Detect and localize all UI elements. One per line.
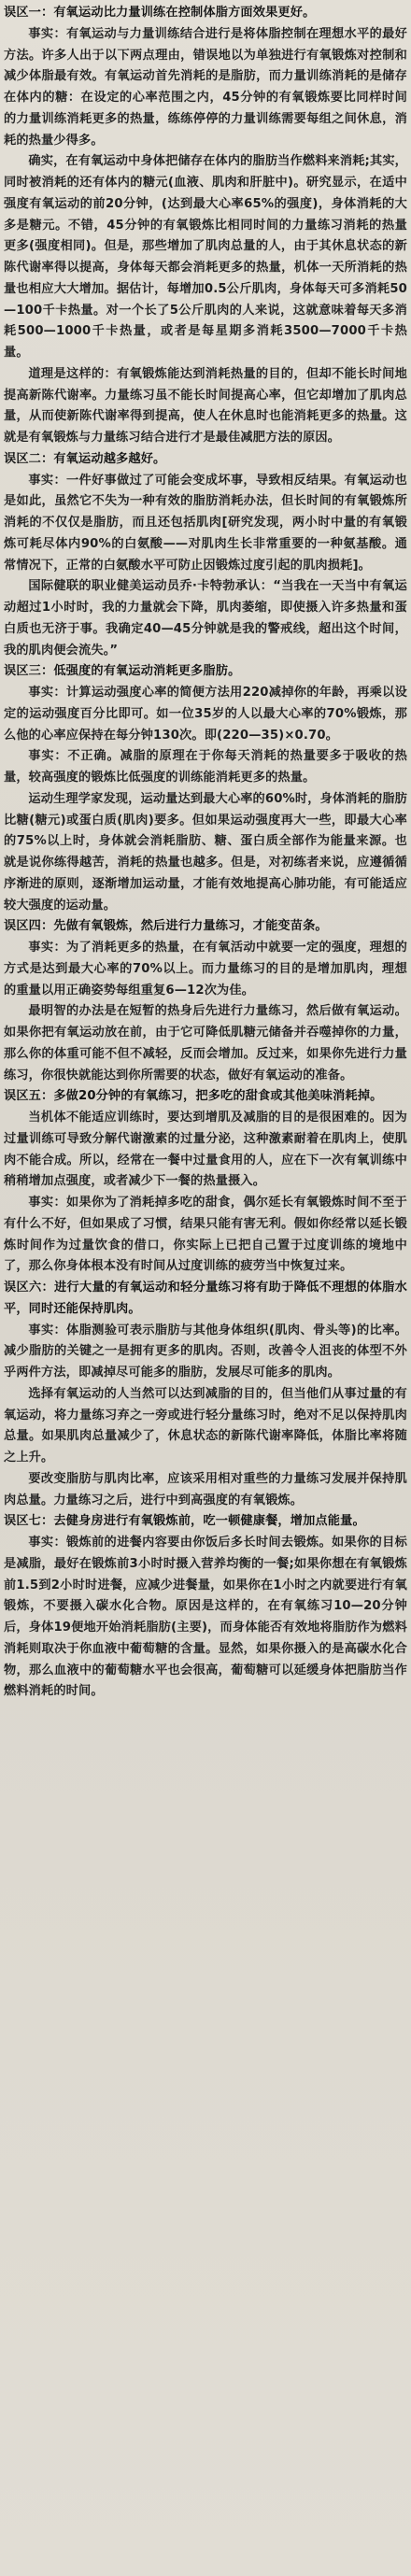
paragraph: 道理是这样的：有氧锻炼能达到消耗热量的目的，但却不能长时间地提高新陈代谢率。力量练习虽不能长时间提高心率，但它却增加了肌肉总量，从而使新陈代谢率得到提高，使人在休息时也能消耗更多的热量。这就是有氧锻炼与力量练习结合进行才是最佳减肥方法的原因。	[4, 366, 407, 445]
section-heading: 误区三：低强度的有氧运动消耗更多脂肪。	[4, 664, 241, 679]
paragraph: 事实：一件好事做过了可能会变成坏事，导致相反结果。有氧运动也是如此，虽然它不失为一种有效的脂肪消耗办法，但长时间的有氧锻炼所消耗的不仅仅是脂肪，而且还包括肌肉[研究发现，两小时中量的有氧锻炼可耗尽体内90%的白氨酸——对肌肉生长非常重要的一种氨基酸。通常情况下，正常的白氨酸水平可防止因锻炼过度引起的肌肉损耗]。	[4, 473, 407, 573]
paragraph: 事实：不正确。减脂的原理在于你每天消耗的热量要多于吸收的热量，较高强度的锻炼比低强度的训练能消耗更多的热量。	[4, 749, 407, 785]
section-heading: 误区七：去健身房进行有氧锻炼前，吃一顿健康餐，增加点能量。	[4, 1514, 365, 1529]
paragraph: 事实：锻炼前的进餐内容要由你饭后多长时间去锻炼。如果你的目标是减脂，最好在锻炼前3小时时摄入营养均衡的一餐;如果你想在有氧锻炼前1.5到2小时时进餐，应减少进餐量，如果你在1小时之内就要进行有氧锻炼，不要摄入碳水化合物。原因是这样的，在有氧练习10—20分钟后，身体19便地开始消耗脂肪(主要)，而身体能否有效地将脂肪作为燃料消耗则取决于你血液中葡萄糖的含量。显然，如果你摄入的是高碳水化合物，那么血液中的葡萄糖水平也会很高，葡萄糖可以延缓身体把脂肪当作燃料消耗的时间。	[4, 1536, 407, 1699]
paragraph: 事实：为了消耗更多的热量，在有氧活动中就要一定的强度，理想的方式是达到最大心率的70%以上。而力量练习的目的是增加肌肉，理想的重量以用正确姿势每组重复6—12次为佳。	[4, 941, 407, 998]
section-heading: 误区一：有氧运动比力量训练在控制体脂方面效果更好。	[4, 6, 316, 20]
paragraph: 国际健联的职业健美运动员乔·卡特勃承认：“当我在一天当中有氧运动超过1小时时，我的力量就会下降，肌肉萎缩，即使摄入许多热量和蛋白质也无济于事。我确定40—45分钟就是我的警戒线，超出这个时间，我的肌肉便会流失。”	[4, 579, 407, 658]
paragraph: 事实：如果你为了消耗掉多吃的甜食，偶尔延长有氧锻炼时间不至于有什么不好，但如果成了习惯，结果只能有害无利。假如你经常以延长锻炼时间作为过量饮食的借口，你实际上已把自己置于过度训练的境地中了，那么你身体根本没有时间从过度训练的疲劳当中恢复过来。	[4, 1196, 407, 1274]
section-heading: 误区五：多做20分钟的有氧练习，把多吃的甜食或其他美味消耗掉。	[4, 1089, 383, 1104]
paragraph: 运动生理学家发现，运动量达到最大心率的60%时，身体消耗的脂肪比糖(糖元)或蛋白质(肌肉)要多。但如果运动强度再大一些，即最大心率的75%以上时，身体就会消耗脂肪、糖、蛋白质全部作为能量来源。也就是说你练得越苦，消耗的热量也越多。但是，对初练者来说，应遵循循序渐进的原则，逐渐增加运动量，才能有效地提高心肺功能，有可能适应较大强度的运动量。	[4, 791, 407, 913]
article-body	[4, 3, 407, 1703]
paragraph: 最明智的办法是在短暂的热身后先进行力量练习，然后做有氧运动。如果你把有氧运动放在前，由于它可降低肌糖元储备并吞噬掉你的力量，那么你的体重可能不但不减轻，反而会增加。反过来，如果你先进行力量练习，你很快就能达到你所需要的状态，做好有氧运动的准备。	[4, 1004, 407, 1083]
paragraph: 选择有氧运动的人当然可以达到减脂的目的，但当他们从事过量的有氧运动，将力量练习弃之一旁或进行轻分量练习时，绝对不足以保持肌肉总量。如果肌肉总量减少了，休息状态的新陈代谢率降低，体脂比率将随之上升。	[4, 1386, 407, 1465]
section-heading: 误区二：有氧运动越多越好。	[4, 451, 166, 466]
paragraph: 要改变脂肪与肌肉比率，应该采用相对重些的力量练习发展并保持肌肉总量。力量练习之后，进行中到高强度的有氧锻炼。	[4, 1471, 407, 1507]
section-heading: 误区四：先做有氧锻炼，然后进行力量练习，才能变苗条。	[4, 919, 328, 934]
paragraph: 事实：有氧运动与力量训练结合进行是将体脂控制在理想水平的最好方法。许多人出于以下两点理由，错误地以为单独进行有氧锻炼对控制和减少体脂最有效。有氧运动首先消耗的是脂肪，而力量训练消耗的是储存在体内的糖：在设定的心率范围之内，45分钟的有氧锻炼要比同样时间的力量训练消耗更多的热量，练练停停的力量训练需要每组之间休息，消耗的热量少得多。	[4, 26, 407, 148]
paragraph: 事实：体脂测验可表示脂肪与其他身体组织(肌肉、骨头等)的比率。减少脂肪的关键之一是拥有更多的肌肉。否则，改善令人沮丧的体型不外乎两件方法，即减掉尽可能多的脂肪，发展尽可能多的肌肉。	[4, 1323, 407, 1380]
paragraph: 事实：计算运动强度心率的简便方法用220减掉你的年龄，再乘以设定的运动强度百分比即可。如一位35岁的人以最大心率的70%锻炼，那么他的心率应保持在每分钟130次。即(220—35)×0.70。	[4, 686, 407, 743]
paragraph: 确实，在有氧运动中身体把储存在体内的脂肪当作燃料来消耗;其实，同时被消耗的还有体内的糖元(血液、肌肉和肝脏中)。研究显示，在适中强度有氧运动的前20分钟，(达到最大心率65%的强度)，身体消耗的大多是糖元。不错，45分钟的有氧锻炼比相同时间的力量练习消耗的热量更多(强度相同)。但是，那些增加了肌肉总量的人，由于其休息状态的新陈代谢率得以提高，身体每天都会消耗更多的热量，机体一天所消耗的热量也相应大大增加。据估计，每增加0.5公斤肌肉，身体每天可多消耗50—100千卡热量。对一个长了5公斤肌肉的人来说，这就意味着每天多消耗500—1000千卡热量，或者是每星期多消耗3500—7000千卡热量。	[4, 154, 407, 360]
paragraph: 当机体不能适应训练时，要达到增肌及减脂的目的是很困难的。因为过量训练可导致分解代谢激素的过量分泌，这种激素耐着在肌肉上，使肌肉不能合成。所以，经常在一餐中过量食用的人，应在下一次有氧训练中稍稍增加点强度，或者减少下一餐的热量摄入。	[4, 1111, 407, 1189]
section-heading: 误区六：进行大量的有氧运动和轻分量练习将有助于降低不理想的体脂水平，同时还能保持肌肉。	[4, 1281, 407, 1316]
